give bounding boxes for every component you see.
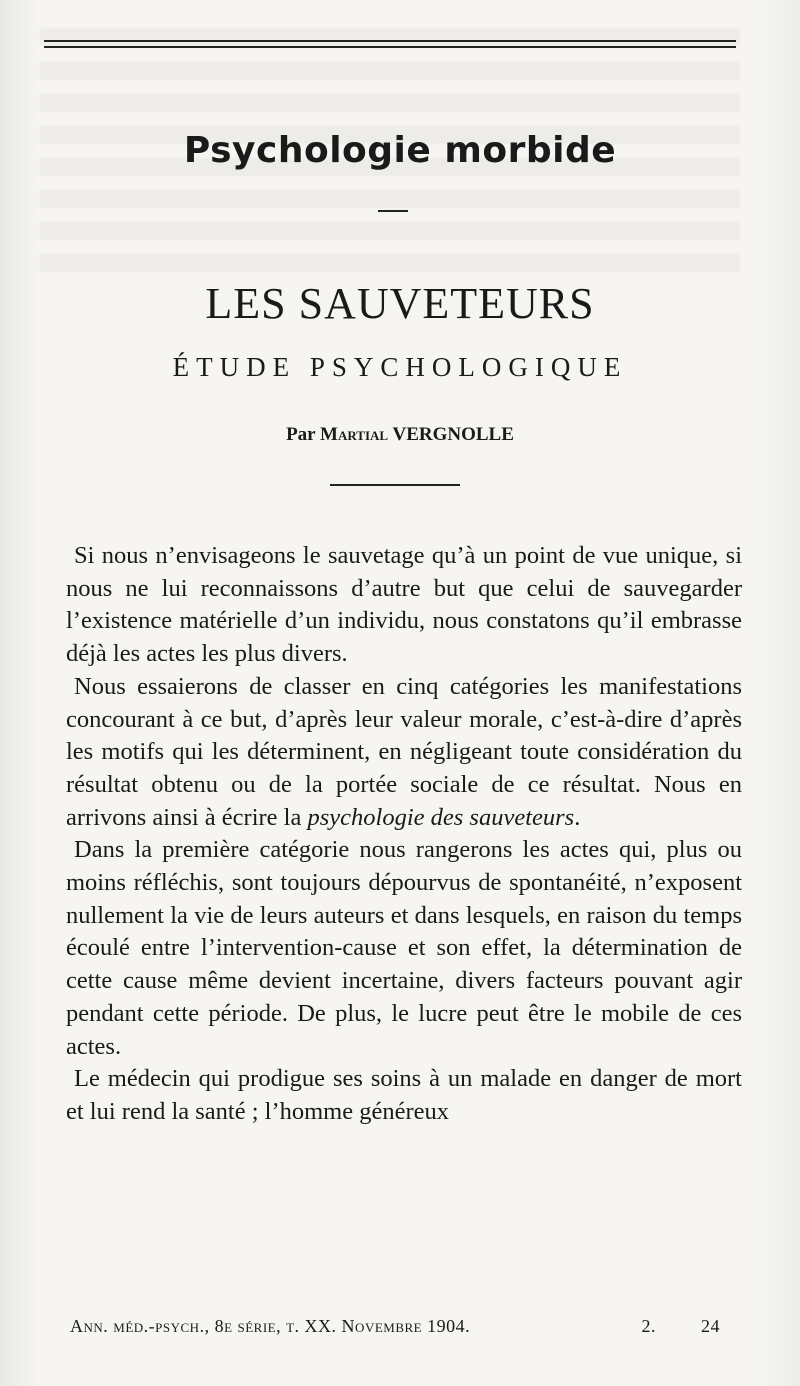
paragraph: Si nous n’envisageons le sauvetage qu’à un point de vue unique, si nous ne lui reconnaissons d’autre but que celui de sauvegarder l’existence matérielle d’un individu, nous constatons qu’il embrasse déjà les actes les plus divers. xyxy=(66,542,742,668)
header-rule-bottom xyxy=(44,46,736,48)
author-line xyxy=(0,424,800,446)
italic-phrase: psychologie des sauveteurs xyxy=(307,803,575,831)
author-prefix: Par xyxy=(286,424,316,445)
paragraph: Le médecin qui prodigue ses soins à un malade en danger de mort et lui rend la santé ; l’homme généreux xyxy=(66,1065,742,1125)
separator-rule xyxy=(330,484,460,486)
title-dash xyxy=(378,210,408,212)
paragraph-text: . xyxy=(574,803,581,831)
show-through xyxy=(40,62,740,80)
show-through xyxy=(40,254,740,272)
signature-mark: 2. xyxy=(641,1316,656,1336)
section-title: Psychologie morbide xyxy=(183,130,617,171)
paragraph-text: Nous essaierons de classer en cinq catégories les manifestations concourant à ce but, d’après leur valeur morale, c’est-à-dire d’après les motifs qui les déterminent, en négligeant toute considération du résultat obtenu ou de la portée sociale de ce résultat. Nous en arrivons ainsi à écrire la xyxy=(66,672,742,831)
printer-signature xyxy=(642,1316,721,1337)
page-footer xyxy=(70,1316,720,1337)
show-through xyxy=(40,28,740,46)
article-body xyxy=(66,540,742,1129)
signature-page: 24 xyxy=(701,1316,720,1336)
author-name: Martial VERGNOLLE xyxy=(320,424,514,445)
header-rule-top xyxy=(44,40,736,42)
show-through xyxy=(40,190,740,208)
paragraph: Dans la première catégorie nous rangerons les actes qui, plus ou moins réfléchis, sont toujours dépourvus de spontanéité, n’exposent nullement la vie de leurs auteurs et dans lesquels, en raison du temps écoulé entre l’intervention-cause et son effet, la détermination de cette cause même devient incertaine, divers facteurs pouvant agir pendant cette période. De plus, le lucre peut être le mobile de ces actes. xyxy=(66,836,742,1060)
article-title: LES SAUVETEURS xyxy=(205,279,595,328)
show-through xyxy=(40,222,740,240)
article-subtitle: ÉTUDE PSYCHOLOGIQUE xyxy=(172,352,628,382)
paragraph xyxy=(66,671,742,835)
journal-reference: Ann. méd.-psych., 8e série, t. XX. Novembre 1904. xyxy=(70,1316,471,1336)
show-through xyxy=(40,94,740,112)
